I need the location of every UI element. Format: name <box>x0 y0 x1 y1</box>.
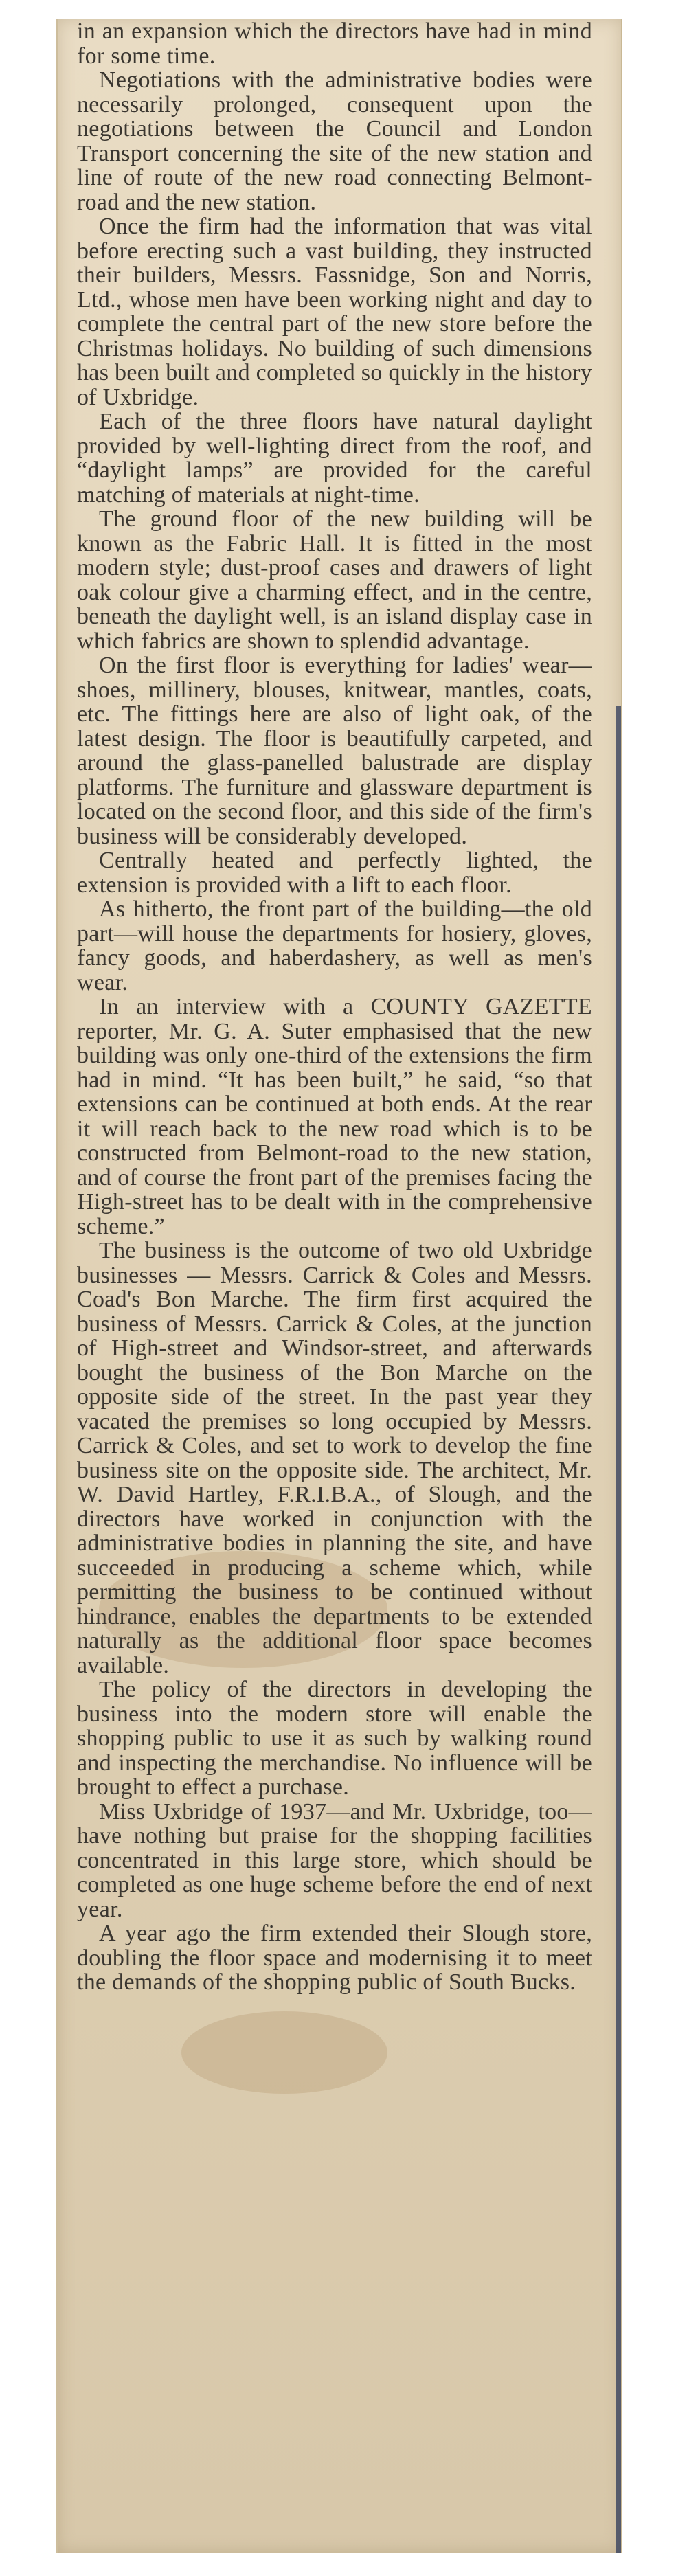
article-paragraph: Negotiations with the administrative bodies were necessarily prolonged, consequent upon the negotiations between the Council and London Transport concerning the site of the new station and line of route of the new road connecting Belmont-road and the new station. <box>77 67 592 215</box>
article-paragraph: Each of the three floors have natural daylight provided by well-lighting direct from the roof, and “daylight lamps” are provided for the careful matching of materials at night-time. <box>77 409 592 508</box>
article-paragraph: Once the firm had the information that was vital before erecting such a vast building, they instructed their builders, Messrs. Fassnidge, Son and Norris, Ltd., whose men have been working night and day to complete the central part of the new store before the Christmas holidays. No building of such dimensions has been built and completed so quickly in the history of Uxbridge. <box>77 214 592 410</box>
article-paragraph: As hitherto, the front part of the building—the old part—will house the departments for hosiery, gloves, fancy goods, and haberdashery, as well as men's wear. <box>77 896 592 995</box>
clipping-edge <box>616 706 621 2553</box>
article-paragraph: The policy of the directors in developing the business into the modern store will enable the shopping public to use it as such by walking round and inspecting the merchandise. No influence will be brought to effect a purchase. <box>77 1677 592 1800</box>
article-paragraph: Centrally heated and perfectly lighted, the extension is provided with a lift to each floor. <box>77 848 592 898</box>
article-paragraph: A year ago the firm extended their Slough store, doubling the floor space and modernising it to meet the demands of the shopping public of South Bucks. <box>77 1921 592 1995</box>
article-paragraph: Miss Uxbridge of 1937—and Mr. Uxbridge, too—have nothing but praise for the shopping facilities concentrated in this large store, which should be completed as one huge scheme before the end of next year. <box>77 1798 592 1922</box>
article-paragraph: The business is the outcome of two old Uxbridge businesses — Messrs. Carrick & Coles and Messrs. Coad's Bon Marche. The firm first acquired the business of Messrs. Carrick & Coles, at the junction of High-street and Windsor-street, and afterwards bought the business of the Bon Marche on the opposite side of the street. In the past year they vacated the premises so long occupied by Messrs. Carrick & Coles, and set to work to develop the fine business site on the opposite side. The architect, Mr. W. David Hartley, F.R.I.B.A., of Slough, and the directors have worked in conjunction with the administrative bodies in planning the site, and have succeeded in producing a scheme which, while permitting the business to be continued without hindrance, enables the departments to be extended naturally as the additional floor space becomes available. <box>77 1238 592 1678</box>
newspaper-clipping <box>56 19 622 2553</box>
paper-stain <box>181 2011 387 2094</box>
article-paragraph: On the first floor is everything for ladies' wear—shoes, millinery, blouses, knitwear, mantles, coats, etc. The fittings here are also of light oak, of the latest design. The floor is beautifully carpeted, and around the glass-panelled balustrade are display platforms. The furniture and glassware department is located on the second floor, and this side of the firm's business will be considerably developed. <box>77 653 592 849</box>
article-column <box>77 19 592 1995</box>
article-paragraph: in an expansion which the directors have had in mind for some time. <box>77 19 592 69</box>
article-paragraph: In an interview with a COUNTY GAZETTE reporter, Mr. G. A. Suter emphasised that the new building was only one-third of the extensions the firm had in mind. “It has been built,” he said, “so that extensions can be continued at both ends. At the rear it will reach back to the new road which is to be constructed from Belmont-road to the new station, and of course the front part of the premises facing the High-street has to be dealt with in the comprehensive scheme.” <box>77 994 592 1239</box>
article-paragraph: The ground floor of the new building will be known as the Fabric Hall. It is fitted in the most modern style; dust-proof cases and drawers of light oak colour give a charming effect, and in the centre, beneath the daylight well, is an island display case in which fabrics are shown to splendid advantage. <box>77 506 592 654</box>
